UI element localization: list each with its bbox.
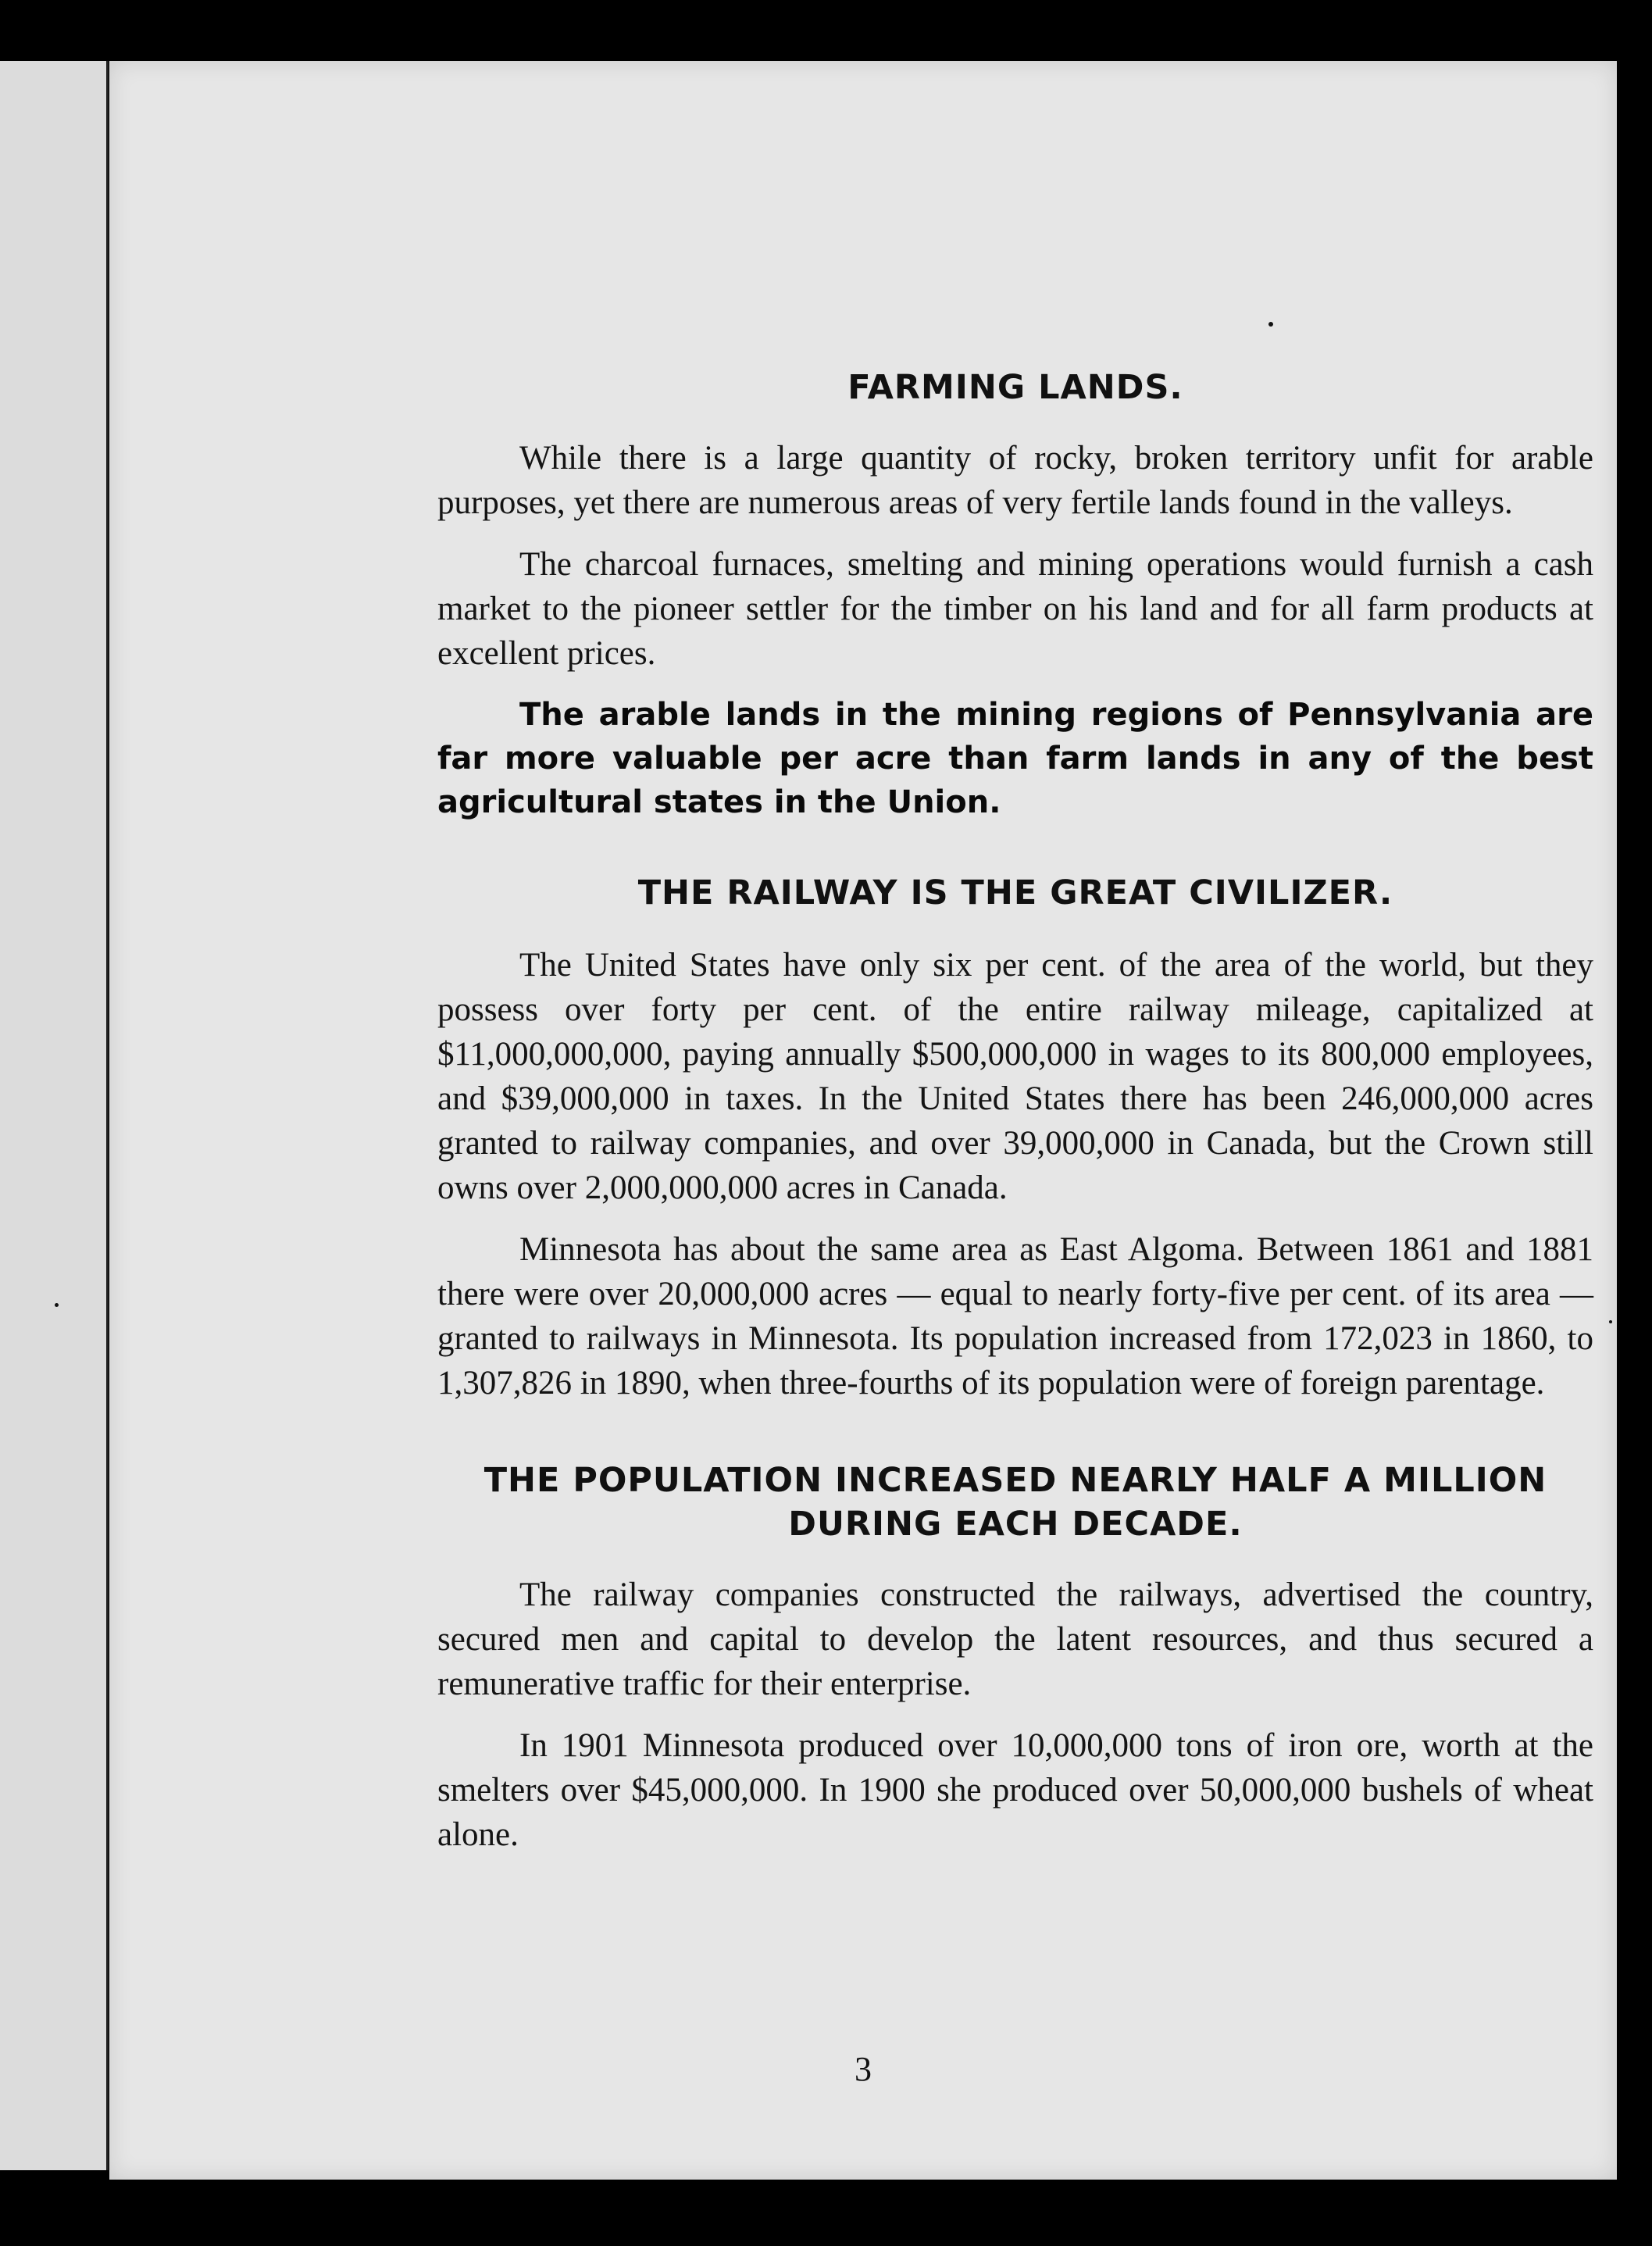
heading-farming-lands: FARMING LANDS. [847, 368, 1183, 407]
heading-population-line-1: THE POPULATION INCREASED NEARLY HALF A MILLION [483, 1461, 1547, 1500]
scanned-page [109, 61, 1617, 2180]
heading-population-line-2: DURING EACH DECADE. [788, 1505, 1243, 1544]
scan-speck [1609, 1320, 1612, 1323]
page-number: 3 [855, 2050, 872, 2088]
paragraph-population-1: The railway companies constructed the railways, advertised the country, secured men and capital to develop the latent resources, and thus secured a remunerative traffic for their enterprise. [437, 1576, 1593, 1702]
paragraph-railway-2: Minnesota has about the same area as East Algoma. Between 1861 and 1881 there were over 20,000,000 acres — equal to nearly forty-five per cent. of its area — granted to railways in Minnesota. Its population increased from 172,023 in 1860, to 1,307,826 in 1890, when three-fourths of its population were of foreign parentage. [437, 1231, 1593, 1402]
paragraph-farming-2: The charcoal furnaces, smelting and mining operations would furnish a cash market to the pioneer settler for the timber on his land and for all farm products at excellent prices. [437, 546, 1593, 672]
paragraph-population-2: In 1901 Minnesota produced over 10,000,000 tons of iron ore, worth at the smelters over $45,000,000. In 1900 she produced over 50,000,000 bushels of wheat alone. [437, 1727, 1593, 1853]
emphasis-arable-lands: The arable lands in the mining regions of Pennsylvania are far more valuable per acre than farm lands in any of the best agricultural states in the Union. [437, 697, 1593, 820]
heading-population [437, 1459, 1593, 1546]
heading-railway-civilizer: THE RAILWAY IS THE GREAT CIVILIZER. [637, 873, 1393, 912]
paragraph-railway-1: The United States have only six per cent. of the area of the world, but they possess over forty per cent. of the entire railway mileage, capitalized at $11,000,000,000, paying annually $500,000,000 in wages to its 800,000 employees, and $39,000,000 in taxes. In the United States there has been 246,000,000 acres granted to railway companies, and over 39,000,000 in Canada, but the Crown still owns over 2,000,000,000 acres in Canada. [437, 947, 1593, 1206]
page-body [437, 366, 1593, 1874]
scan-speck [55, 1303, 59, 1307]
facing-page-edge [0, 61, 109, 2170]
paragraph-farming-1: While there is a large quantity of rocky, broken territory unfit for arable purposes, yet there are numerous areas of very fertile lands found in the valleys. [437, 440, 1593, 521]
scan-speck [1268, 322, 1273, 327]
